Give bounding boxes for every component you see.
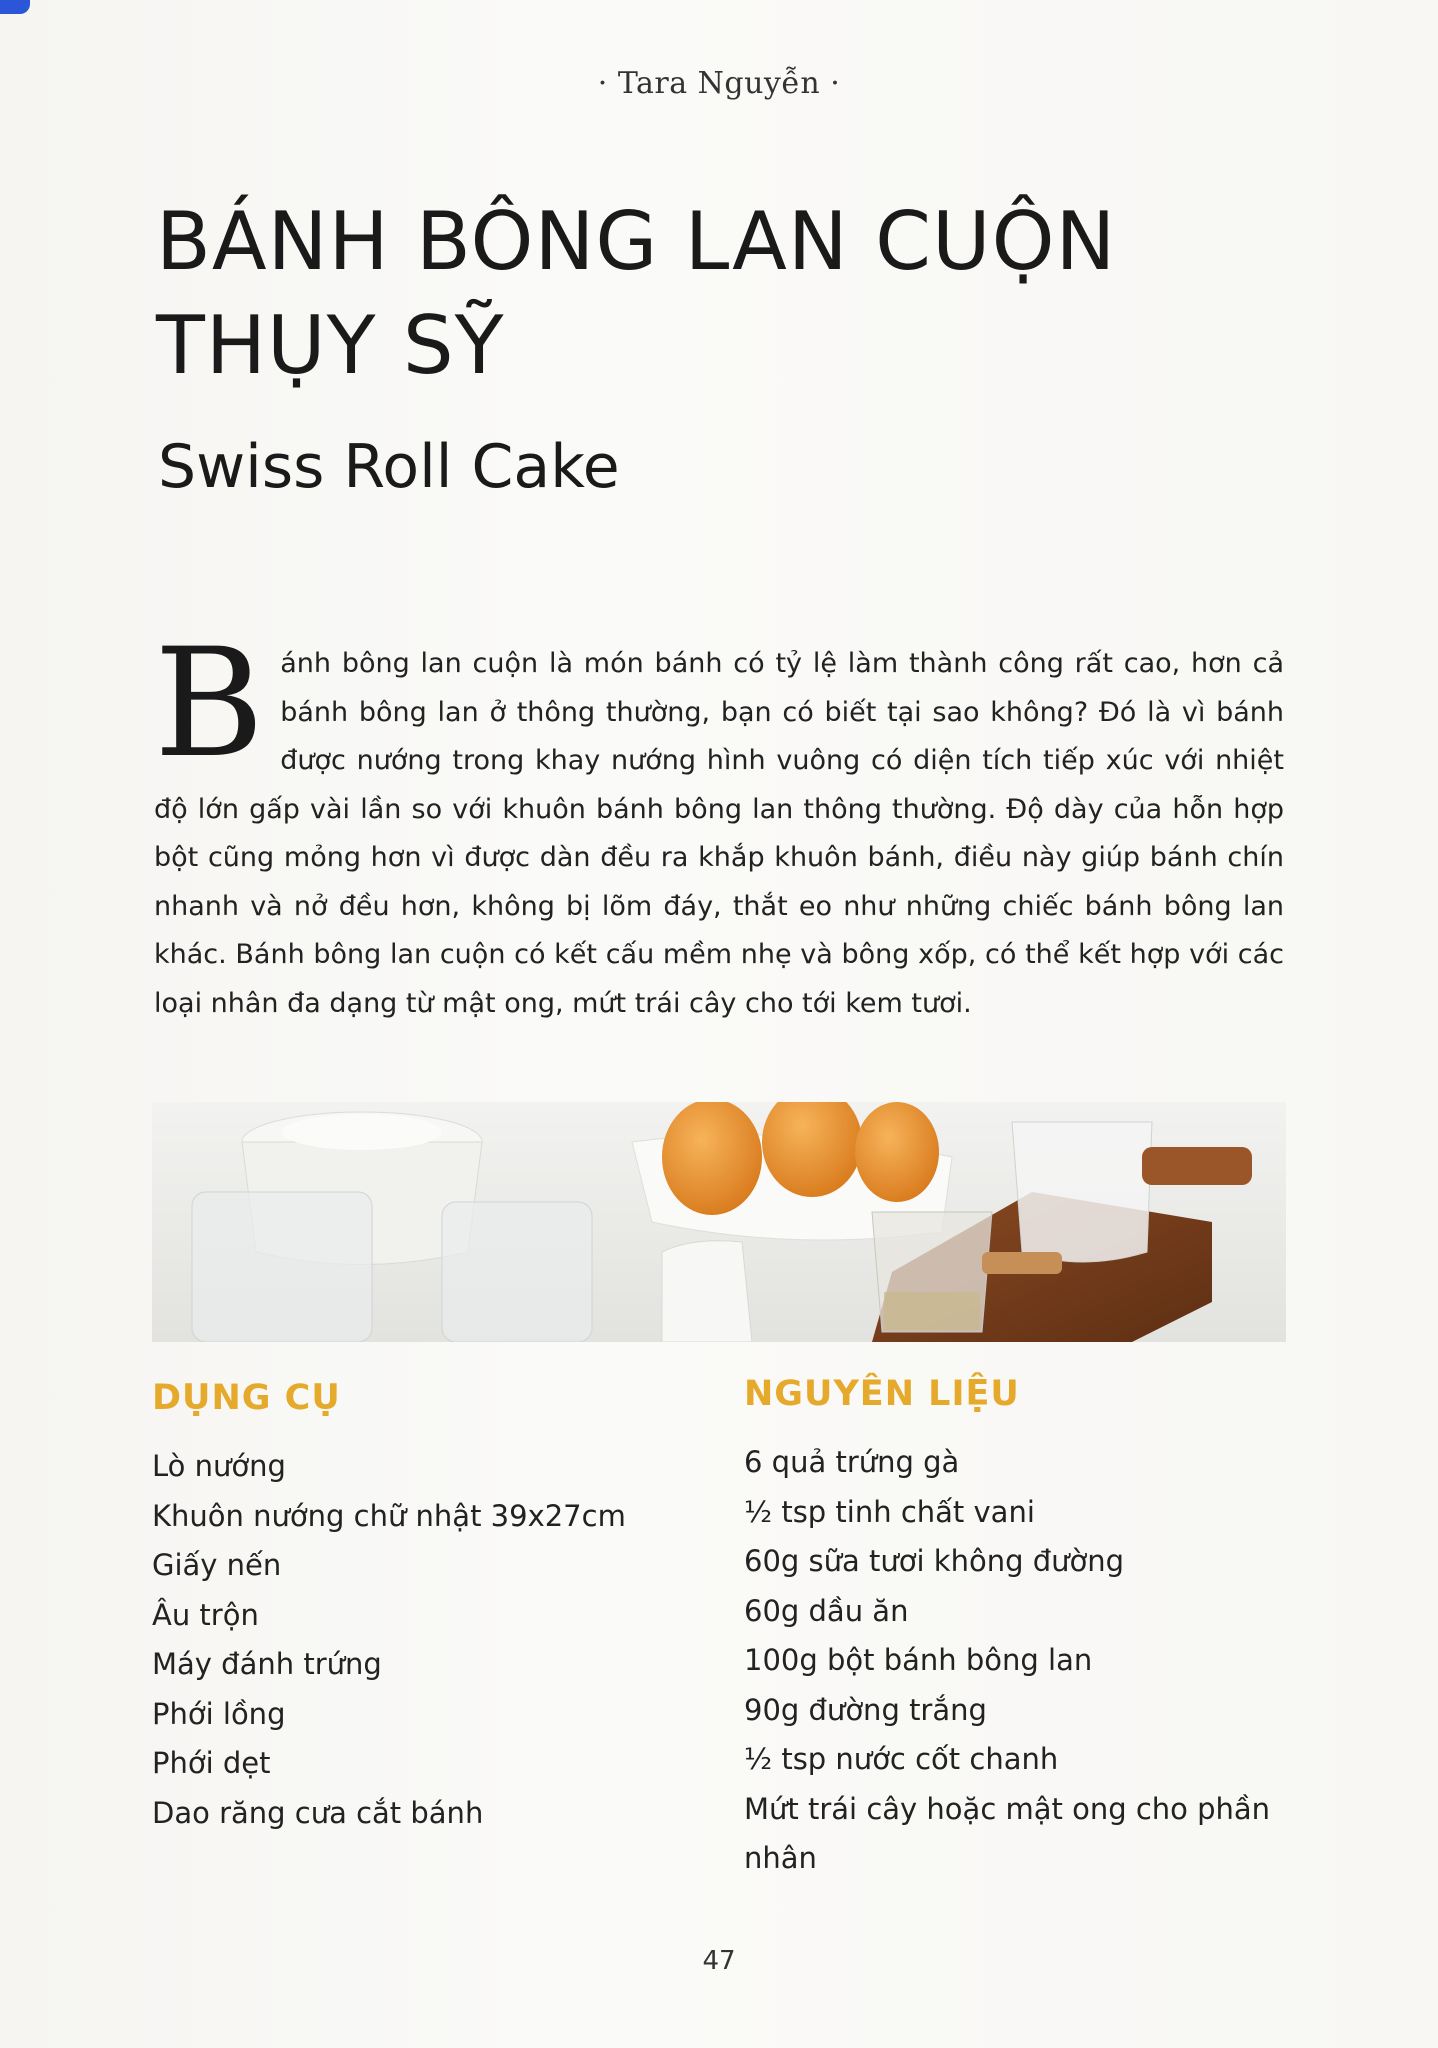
intro-paragraph (154, 617, 1284, 1028)
tools-list (152, 1442, 712, 1838)
list-item: 90g đường trắng (744, 1692, 987, 1727)
recipe-title-line-2: THỤY SỸ (156, 299, 505, 392)
list-item: Giấy nến (152, 1548, 282, 1582)
ingredients-list (744, 1438, 1304, 1884)
ingredients-heading: NGUYÊN LIỆU (744, 1374, 1020, 1414)
drop-cap: B (154, 617, 265, 791)
list-item: Lò nướng (152, 1449, 286, 1483)
tools-section (152, 1378, 712, 1838)
list-item: 6 quả trứng gà (744, 1445, 960, 1479)
list-item: Máy đánh trứng (152, 1647, 382, 1681)
list-item: Mứt trái cây hoặc mật ong cho phần nhân (744, 1791, 1271, 1875)
list-item: Phới dẹt (152, 1746, 271, 1780)
tools-heading: DỤNG CỤ (152, 1378, 341, 1418)
recipe-subtitle: Swiss Roll Cake (158, 432, 620, 502)
running-head: · Tara Nguyễn · (597, 66, 841, 101)
page-number: 47 (702, 1946, 736, 1976)
list-item: Phới lồng (152, 1696, 286, 1731)
list-item: Khuôn nướng chữ nhật 39x27cm (152, 1498, 626, 1533)
recipe-title (156, 190, 1306, 398)
ingredients-illustration (152, 1102, 1286, 1342)
list-item: ½ tsp nước cốt chanh (744, 1742, 1059, 1776)
intro-text: ánh bông lan cuộn là món bánh có tỷ lệ làm thành công rất cao, hơn cả bánh bông lan ở thông thường, bạn có biết tại sao không? Đó là vì bánh được nướng trong khay nướng hình vuông có diện tích tiếp xúc với nhiệt độ lớn gấp vài lần so với khuôn bánh bông lan thông thường. Độ dày của hỗn hợp bột cũng mỏng hơn vì được dàn đều ra khắp khuôn bánh, điều này giúp bánh chín nhanh và nở đều hơn, không bị lõm đáy, thắt eo như những chiếc bánh bông lan khác. Bánh bông lan cuộn có kết cấu mềm nhẹ và bông xốp, có thể kết hợp với các loại nhân đa dạng từ mật ong, mứt trái cây cho tới kem tươi. (154, 648, 1284, 1019)
list-item: 60g sữa tươi không đường (744, 1544, 1125, 1578)
corner-mark (0, 0, 30, 14)
list-item: ½ tsp tinh chất vani (744, 1494, 1035, 1529)
recipe-title-line-1: BÁNH BÔNG LAN CUỘN (156, 195, 1117, 288)
ingredients-section (744, 1374, 1304, 1884)
list-item: Âu trộn (152, 1597, 259, 1632)
list-item: Dao răng cưa cắt bánh (152, 1795, 484, 1830)
list-item: 100g bột bánh bông lan (744, 1643, 1093, 1677)
list-item: 60g dầu ăn (744, 1593, 909, 1628)
ingredients-photo (152, 1102, 1286, 1342)
